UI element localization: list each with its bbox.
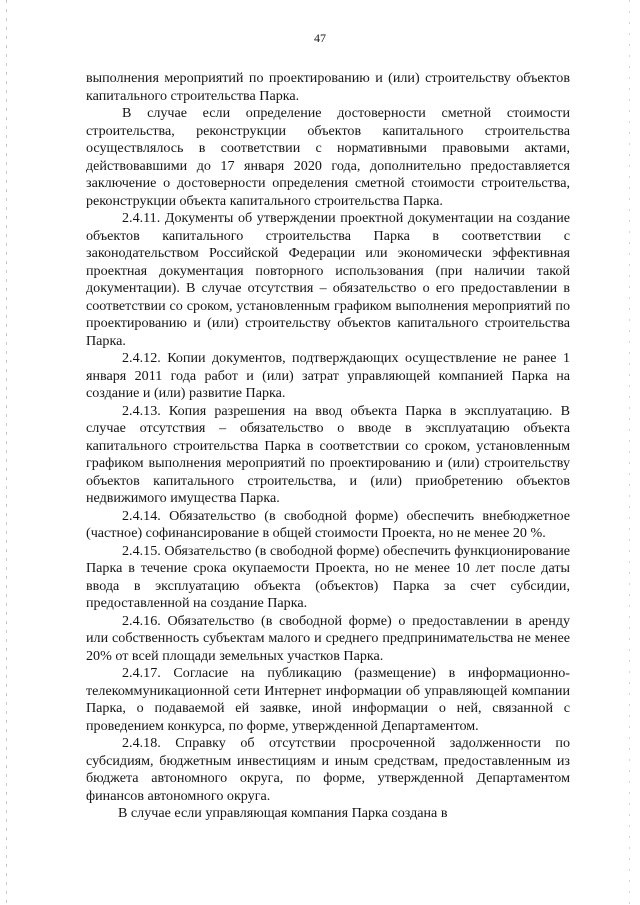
paragraph-2-4-18: 2.4.18. Справку об отсутствии просроченной задолженности по субсидиям, бюджетным инвестициям и иным средствам, предоставленным из бюджета автономного округа, по форме, утвержденной Департаментом финансов автономного округа.: [86, 735, 570, 804]
paragraph-2-4-15: 2.4.15. Обязательство (в свободной форме) обеспечить функционирование Парка в течение срока окупаемости Проекта, но не менее 10 лет после даты ввода в эксплуатацию объекта (объектов) Парка за счет субсидии, предоставленной на создание Парка.: [86, 542, 570, 611]
paragraph-2-4-14: 2.4.14. Обязательство (в свободной форме) обеспечить внебюджетное (частное) софинансирование в общей стоимости Проекта, но не менее 20 %.: [86, 507, 570, 541]
paragraph-2-4-11: 2.4.11. Документы об утверждении проектной документации на создание объектов капитального строительства Парка в соответствии с законодательством Российской Федерации или экономически эффективная проектная документация повторного использования (при наличии такой документации). В случае отсутствия – обязательство о его предоставлении в соответствии со сроком, установленным графиком выполнения мероприятий по проектированию и (или) строительству объектов капитального строительства Парка.: [86, 210, 570, 349]
page-number: 47: [314, 31, 326, 45]
paragraph-estimate-validation: В случае если определение достоверности сметной стоимости строительства, реконструкции объектов капитального строительства осуществлялось в соответствии с нормативными правовыми актами, действовавшими до 17 января 2020 года, дополнительно предоставляется заключение о достоверности определения сметной стоимости строительства, реконструкции объекта капитального строительства Парка.: [86, 105, 570, 209]
paragraph-2-4-16: 2.4.16. Обязательство (в свободной форме) о предоставлении в аренду или собственность субъектам малого и среднего предпринимательства не менее 20% от всей площади земельных участков Парка.: [86, 612, 570, 664]
paragraph-continuation: выполнения мероприятий по проектированию и (или) строительству объектов капитального строительства Парка.: [86, 70, 570, 104]
paragraph-2-4-12: 2.4.12. Копии документов, подтверждающих осуществление не ранее 1 января 2011 года работ и (или) затрат управляющей компанией Парка на создание и (или) развитие Парка.: [86, 350, 570, 401]
scan-edge-left: [6, 0, 7, 905]
paragraph-2-4-17: 2.4.17. Согласие на публикацию (размещение) в информационно-телекоммуникационной сети Интернет информации об управляющей компании Парка, о подаваемой ей заявке, иной информации о ней, связанной с проведением конкурса, по форме, утвержденной Департаментом.: [86, 665, 570, 734]
document-body: [86, 70, 570, 823]
paragraph-final-partial: В случае если управляющая компания Парка создана в: [118, 805, 448, 821]
scan-edge-right: [629, 0, 630, 905]
paragraph-2-4-13: 2.4.13. Копия разрешения на ввод объекта Парка в эксплуатацию. В случае отсутствия – обязательство о вводе в эксплуатацию объекта капитального строительства Парка в соответствии со сроком, установленным графиком выполнения мероприятий по проектированию и (или) строительству объектов капитального строительства, и (или) приобретению объектов недвижимого имущества Парка.: [86, 402, 570, 506]
